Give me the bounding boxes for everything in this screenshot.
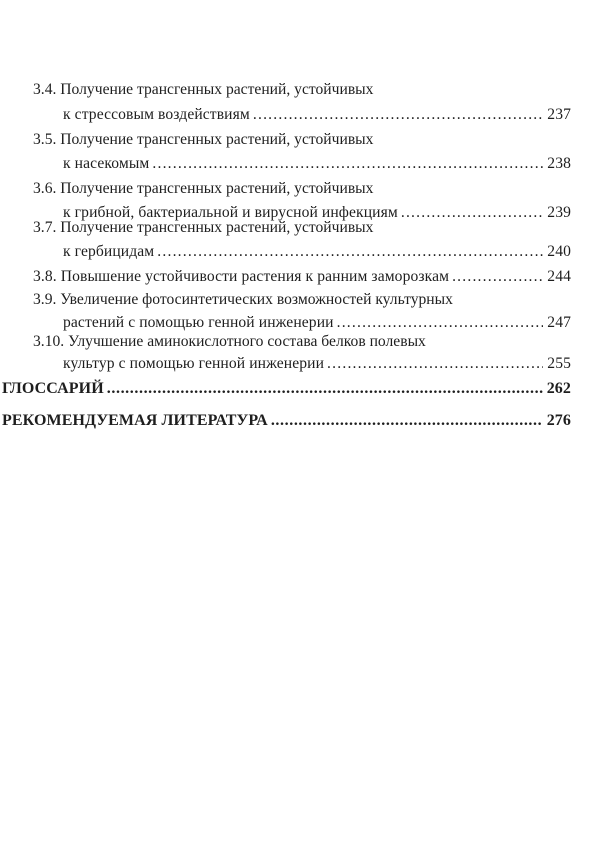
- toc-entry-3-8-page: 244: [547, 268, 571, 285]
- toc-entry-3-4-title: 3.4. Получение трансгенных растений, устойчивых: [33, 81, 374, 98]
- toc-entry-3-8-title: 3.8. Повышение устойчивости растения к ранним заморозкам: [33, 268, 450, 285]
- toc-entry-3-5-title: 3.5. Получение трансгенных растений, устойчивых: [33, 131, 374, 148]
- toc-entry-3-9-title: 3.9. Увеличение фотосинтетических возможностей культурных: [33, 291, 453, 308]
- toc-entry-3-7-title: 3.7. Получение трансгенных растений, устойчивых: [33, 219, 374, 236]
- toc-entry-3-7: [63, 243, 571, 261]
- toc-entry-3-10-page: 255: [547, 355, 571, 372]
- toc-entry-3-6-continuation: к грибной, бактериальной и вирусной инфекциям: [63, 204, 398, 221]
- toc-section-literature-title: РЕКОМЕНДУЕМАЯ ЛИТЕРАТУРА: [2, 412, 268, 429]
- toc-entry-3-9-page: 247: [547, 314, 571, 331]
- toc-leader-dots: [452, 268, 543, 286]
- toc-entry-3-6-title: 3.6. Получение трансгенных растений, устойчивых: [33, 180, 374, 197]
- toc-leader-dots: [253, 106, 543, 124]
- toc-entry-3-10-title: 3.10. Улучшение аминокислотного состава белков полевых: [33, 333, 426, 350]
- toc-entry-3-7-page: 240: [547, 243, 571, 260]
- toc-entry-3-5-continuation: к насекомым: [63, 155, 150, 172]
- toc-leader-dots: [401, 204, 543, 222]
- toc-section-glossary-title: ГЛОССАРИЙ: [2, 380, 104, 397]
- toc-section-literature-page: 276: [546, 412, 571, 429]
- toc-entry-3-8: [33, 268, 571, 286]
- toc-leader-dots: [337, 314, 543, 332]
- toc-entry-3-7-continuation: к гербицидам: [63, 243, 155, 260]
- toc-entry-3-4: [63, 106, 571, 124]
- toc-section-glossary: [2, 380, 571, 398]
- toc-entry-3-9-continuation: растений с помощью генной инженерии: [63, 314, 334, 331]
- toc-entry-3-10: [63, 355, 571, 373]
- toc-section-glossary-page: 262: [546, 380, 571, 397]
- toc-entry-3-4-page: 237: [547, 106, 571, 123]
- toc-entry-3-4-continuation: к стрессовым воздействиям: [63, 106, 250, 123]
- toc-entry-3-5-page: 238: [547, 155, 571, 172]
- toc-entry-3-10-continuation: культур с помощью генной инженерии: [63, 355, 325, 372]
- toc-entry-3-9: [63, 314, 571, 332]
- toc-leader-dots: [327, 355, 543, 373]
- toc-entry-3-5: [63, 155, 571, 173]
- toc-leader-dots: [107, 380, 543, 398]
- toc-section-literature: [2, 412, 571, 430]
- toc-leader-dots: [152, 155, 543, 173]
- toc-entry-3-6-page: 239: [547, 204, 571, 221]
- toc-leader-dots: [271, 412, 543, 430]
- toc-leader-dots: [157, 243, 543, 261]
